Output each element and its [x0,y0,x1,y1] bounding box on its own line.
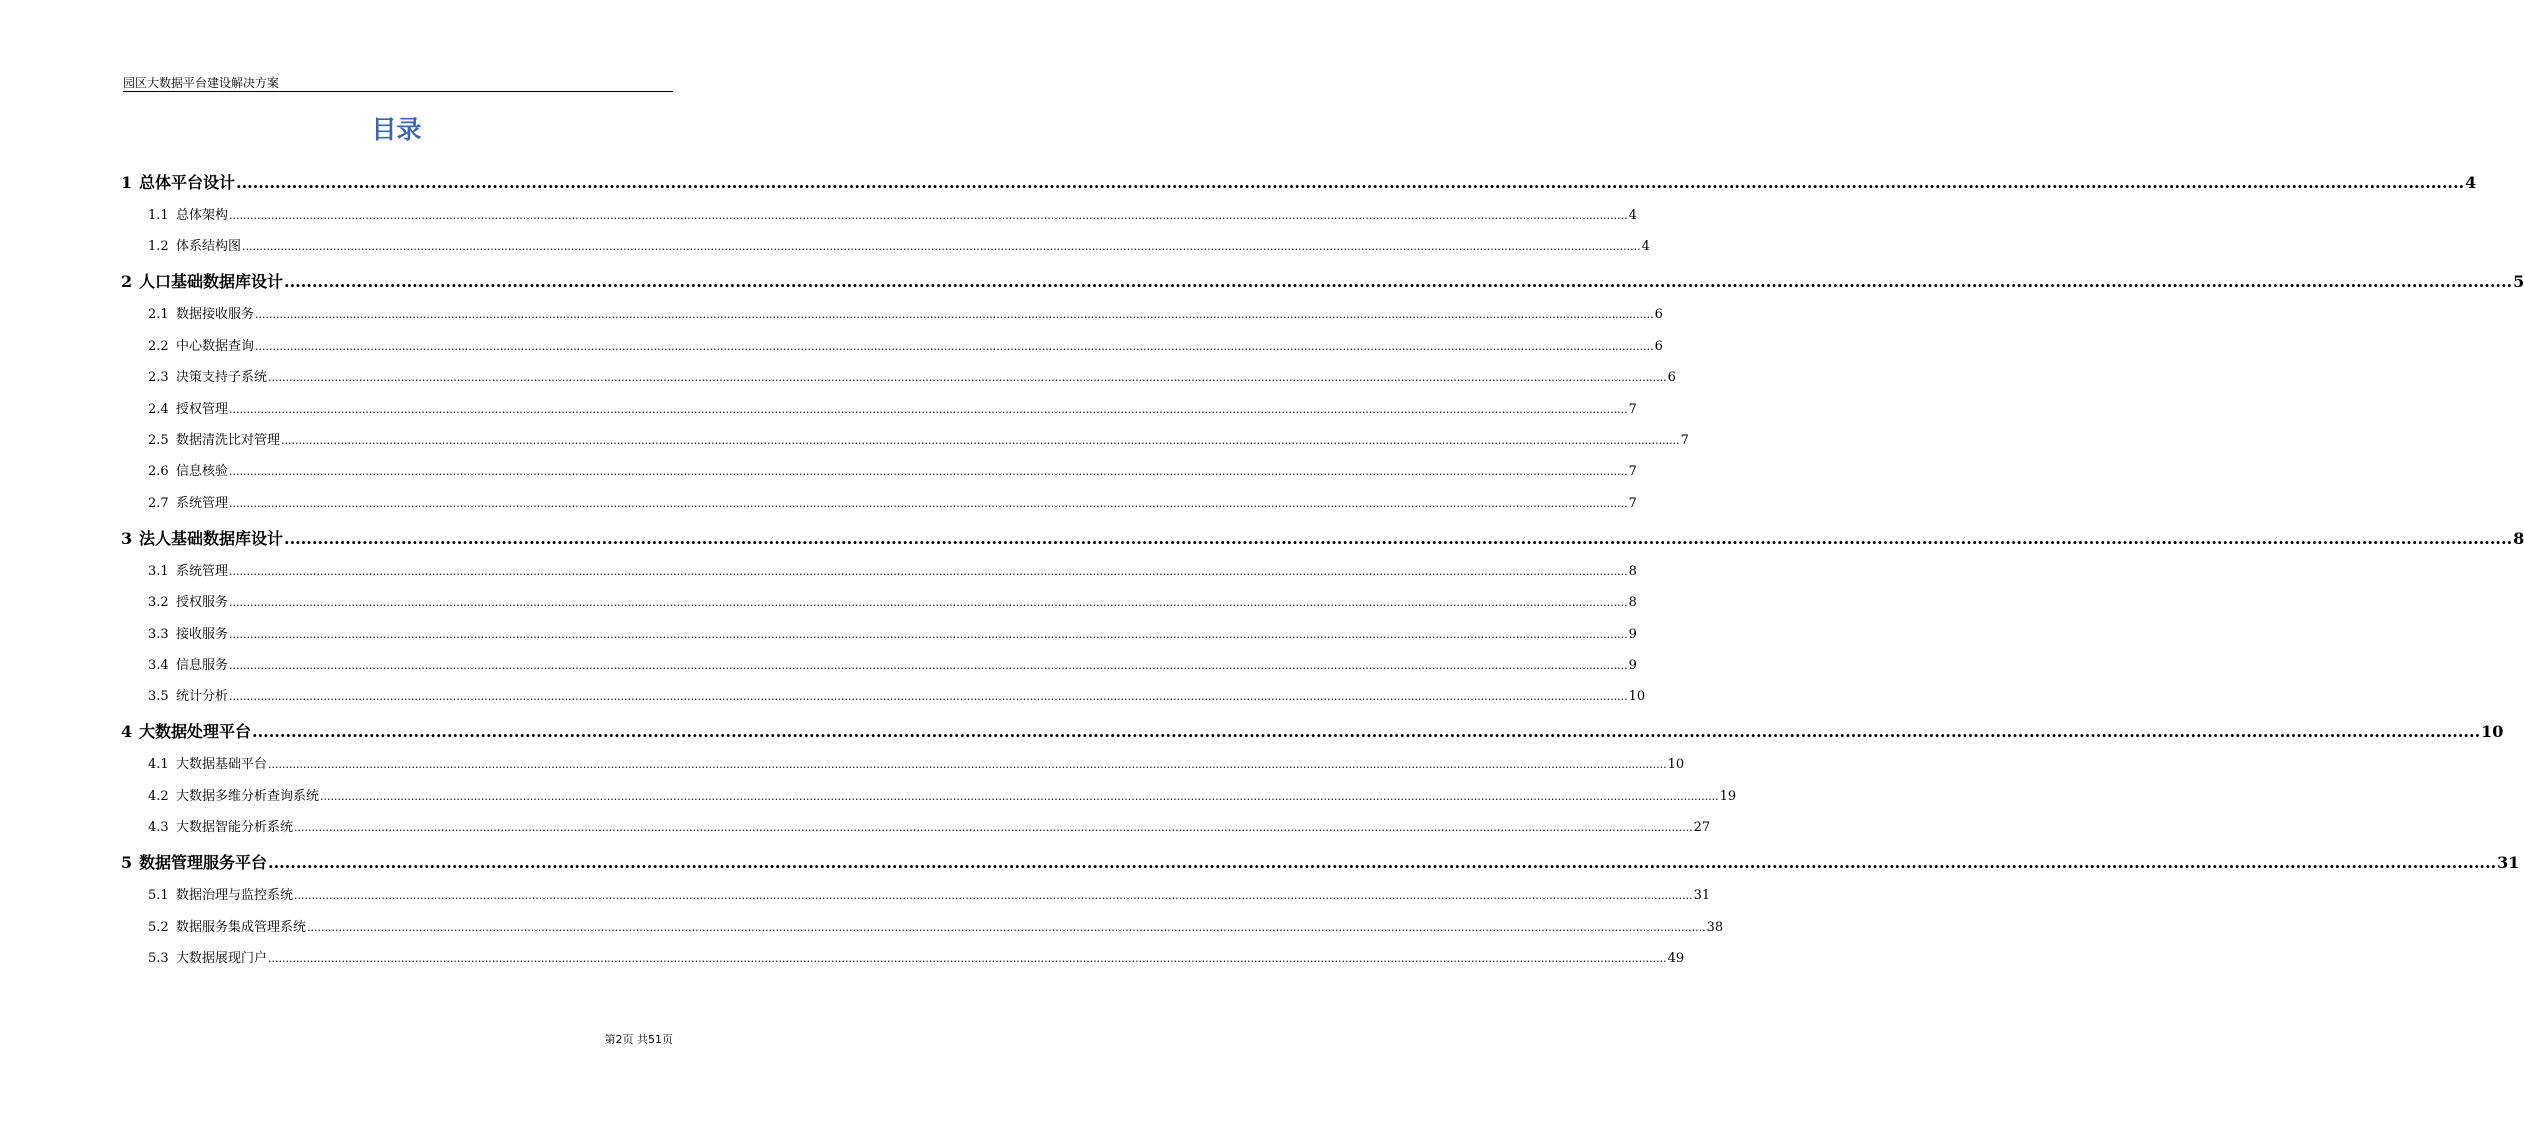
toc-entry-page-number: 10 [1628,689,1646,705]
toc-entry-number: 3.2 [148,595,169,611]
toc-entry-page-number: 10 [2481,722,2504,742]
toc-entry-page-number: 4 [2465,173,2477,192]
toc-dot-leader: ................................................................................................................................................................................................................................................................................................................................................................................................................ [229,496,1628,510]
toc-entry-page-number: 31 [1693,888,1711,904]
toc-entry-page-number: 7 [1628,495,1637,511]
toc-dot-leader: ................................................................................................................................................................................................................................................................................................................................................................................................................ [281,434,1680,447]
toc-entry-number: 4.3 [148,820,169,836]
toc-entry-number: 2 [121,272,133,292]
toc-entry-number: 4.1 [148,757,169,773]
toc-entry-title: 数据接收服务 [176,307,255,323]
toc-entry-title: 总体架构 [176,208,229,223]
toc-entry-title: 信息服务 [176,658,229,673]
toc-dot-leader: ................................................................................................................................................................................................................................................................................................................................................................................................................ [242,240,1641,254]
toc-chapter-entry[interactable] [121,526,2524,548]
toc-dot-leader: ................................................................................................................................................................................................................................................................................................................................................................................................................ [229,465,1628,479]
toc-dot-leader: ................................................................................................................................................................................................................................................................................................................................................................................................................ [229,596,1628,610]
toc-entry-page-number: 7 [1680,433,1689,448]
toc-title: 目录 [371,115,422,144]
toc-entry-title: 法人基础数据库设计 [139,528,284,548]
toc-dot-leader: ................................................................................................................................................................................................................................................................................................................................................................................................................ [255,339,1654,353]
toc-section-entry[interactable] [148,429,1689,448]
toc-entry-number: 2.5 [148,433,169,448]
toc-entry-number: 3.4 [148,658,169,673]
toc-chapter-entry[interactable] [121,719,2504,742]
toc-dot-leader: ................................................................................................................................................................................................................................................................................................................................................................................................................ [229,690,1628,704]
toc-dot-leader: ................................................................................................................................................................................................................................................................................................................................................................................................................ [294,889,1693,903]
toc-section-entry[interactable] [148,398,1637,417]
toc-entry-number: 4 [121,722,133,742]
toc-chapter-entry[interactable] [121,269,2524,292]
toc-chapter-entry[interactable] [121,850,2520,873]
toc-entry-title: 人口基础数据库设计 [139,272,284,292]
toc-entry-page-number: 6 [1654,307,1663,323]
toc-chapter-entry[interactable] [121,170,2477,192]
toc-entry-number: 2.4 [148,401,169,417]
toc-entry-title: 接收服务 [176,626,229,642]
toc-entry-number: 2.7 [148,495,169,511]
toc-section-entry[interactable] [148,560,1637,579]
toc-entry-page-number: 10 [1667,757,1685,773]
toc-entry-number: 3.5 [148,689,169,705]
toc-entry-number: 4.2 [148,788,169,804]
toc-entry-page-number: 7 [1628,401,1637,417]
toc-entry-page-number: 8 [1628,595,1637,611]
toc-entry-title: 统计分析 [176,689,229,705]
toc-entry-title: 授权服务 [176,595,229,611]
toc-entry-number: 3.1 [148,563,169,579]
toc-entry-number: 5 [121,853,133,873]
toc-dot-leader: ................................................................................................................................................................................................................................................................................................................................................................................................................ [268,758,1667,772]
toc-dot-leader: ................................................................................................................................................................................................................................................................................................................................................................................................................ [229,564,1628,578]
toc-entry-page-number: 9 [1628,626,1637,642]
toc-entry-page-number: 8 [1628,563,1637,579]
toc-entry-number: 5.3 [148,951,169,966]
toc-entry-number: 5.2 [148,919,169,935]
toc-dot-leader: ................................................................................................................................................................................................................................................................................................................................................................................................................ [229,209,1628,222]
toc-entry-number: 1.1 [148,208,169,223]
toc-dot-leader: ................................................................................................................................................................................................................................................................................................................................................................................................................ [229,402,1628,416]
toc-section-entry[interactable] [148,235,1650,255]
toc-entry-title: 数据服务集成管理系统 [176,919,307,935]
toc-section-entry[interactable] [148,623,1637,642]
toc-entry-title: 授权管理 [176,401,229,417]
toc-entry-title: 大数据基础平台 [176,757,268,773]
toc-entry-number: 3 [121,528,133,548]
toc-entry-number: 5.1 [148,888,169,904]
toc-entry-title: 信息核验 [176,464,229,480]
toc-dot-leader: ................................................................................................................................................................................................................................................................................................................................................................................................................ [284,272,2513,292]
toc-dot-leader: ................................................................................................................................................................................................................................................................................................................................................................................................................ [294,821,1693,835]
toc-entry-page-number: 5 [2513,272,2524,292]
toc-section-entry[interactable] [148,916,1724,935]
toc-entry-page-number: 31 [2497,853,2520,873]
toc-entry-page-number: 19 [1719,788,1737,804]
toc-entry-page-number: 6 [1667,370,1676,386]
toc-section-entry[interactable] [148,591,1637,611]
toc-dot-leader: ................................................................................................................................................................................................................................................................................................................................................................................................................ [229,659,1628,672]
toc-entry-title: 大数据智能分析系统 [176,820,294,836]
toc-entry-title: 数据治理与监控系统 [176,888,294,904]
toc-entry-page-number: 7 [1628,464,1637,480]
toc-dot-leader: ................................................................................................................................................................................................................................................................................................................................................................................................................ [320,789,1719,803]
toc-entry-number: 2.1 [148,307,169,323]
toc-section-entry[interactable] [148,335,1663,354]
toc-entry-number: 2.2 [148,338,169,354]
toc-section-entry[interactable] [148,654,1637,673]
toc-entry-number: 2.3 [148,370,169,386]
toc-section-entry[interactable] [148,816,1711,836]
toc-section-entry[interactable] [148,947,1685,966]
toc-section-entry[interactable] [148,492,1637,511]
toc-section-entry[interactable] [148,366,1676,386]
toc-entry-page-number: 6 [1654,338,1663,354]
toc-entry-number: 3.3 [148,626,169,642]
toc-entry-page-number: 38 [1706,919,1724,935]
page-footer: 第2页 共51页 [604,1033,673,1046]
toc-entry-page-number: 9 [1628,658,1637,673]
toc-entry-number: 1.2 [148,239,169,255]
toc-section-entry[interactable] [148,303,1663,323]
toc-entry-title: 决策支持子系统 [176,370,268,386]
toc-section-entry[interactable] [148,753,1685,773]
toc-entry-title: 总体平台设计 [139,173,236,192]
toc-entry-title: 系统管理 [176,495,229,511]
toc-entry-page-number: 27 [1693,820,1711,836]
toc-entry-title: 大数据多维分析查询系统 [176,788,320,804]
toc-entry-page-number: 4 [1628,208,1637,223]
toc-entry-page-number: 49 [1667,951,1685,966]
toc-dot-leader: ................................................................................................................................................................................................................................................................................................................................................................................................................ [284,528,2513,548]
toc-entry-number: 2.6 [148,464,169,480]
page-header: 园区大数据平台建设解决方案 [123,76,673,92]
toc-dot-leader: ................................................................................................................................................................................................................................................................................................................................................................................................................ [268,952,1667,965]
toc-dot-leader: ................................................................................................................................................................................................................................................................................................................................................................................................................ [252,722,2481,742]
toc-entry-title: 数据管理服务平台 [139,853,268,873]
toc-entry-page-number: 4 [1641,239,1650,255]
toc-entry-title: 大数据展现门户 [176,951,268,966]
toc-entry-title: 系统管理 [176,563,229,579]
toc-entry-title: 体系结构图 [176,239,242,255]
toc-section-entry[interactable] [148,884,1711,904]
toc-section-entry[interactable] [148,685,1646,705]
toc-dot-leader: ................................................................................................................................................................................................................................................................................................................................................................................................................ [229,627,1628,641]
toc-entry-title: 数据清洗比对管理 [176,433,281,448]
toc-section-entry[interactable] [148,785,1737,804]
toc-dot-leader: ................................................................................................................................................................................................................................................................................................................................................................................................................ [255,308,1654,322]
toc-dot-leader: ................................................................................................................................................................................................................................................................................................................................................................................................................ [268,371,1667,385]
toc-section-entry[interactable] [148,204,1637,223]
toc-entry-number: 1 [121,173,133,192]
toc-dot-leader: ................................................................................................................................................................................................................................................................................................................................................................................................................ [268,853,2497,873]
toc-dot-leader: ................................................................................................................................................................................................................................................................................................................................................................................................................ [307,920,1706,934]
toc-entry-title: 中心数据查询 [176,338,255,354]
toc-dot-leader: ................................................................................................................................................................................................................................................................................................................................................................................................................ [236,173,2465,192]
toc-section-entry[interactable] [148,460,1637,480]
toc-entry-page-number: 8 [2513,528,2524,548]
toc-entry-title: 大数据处理平台 [139,722,252,742]
